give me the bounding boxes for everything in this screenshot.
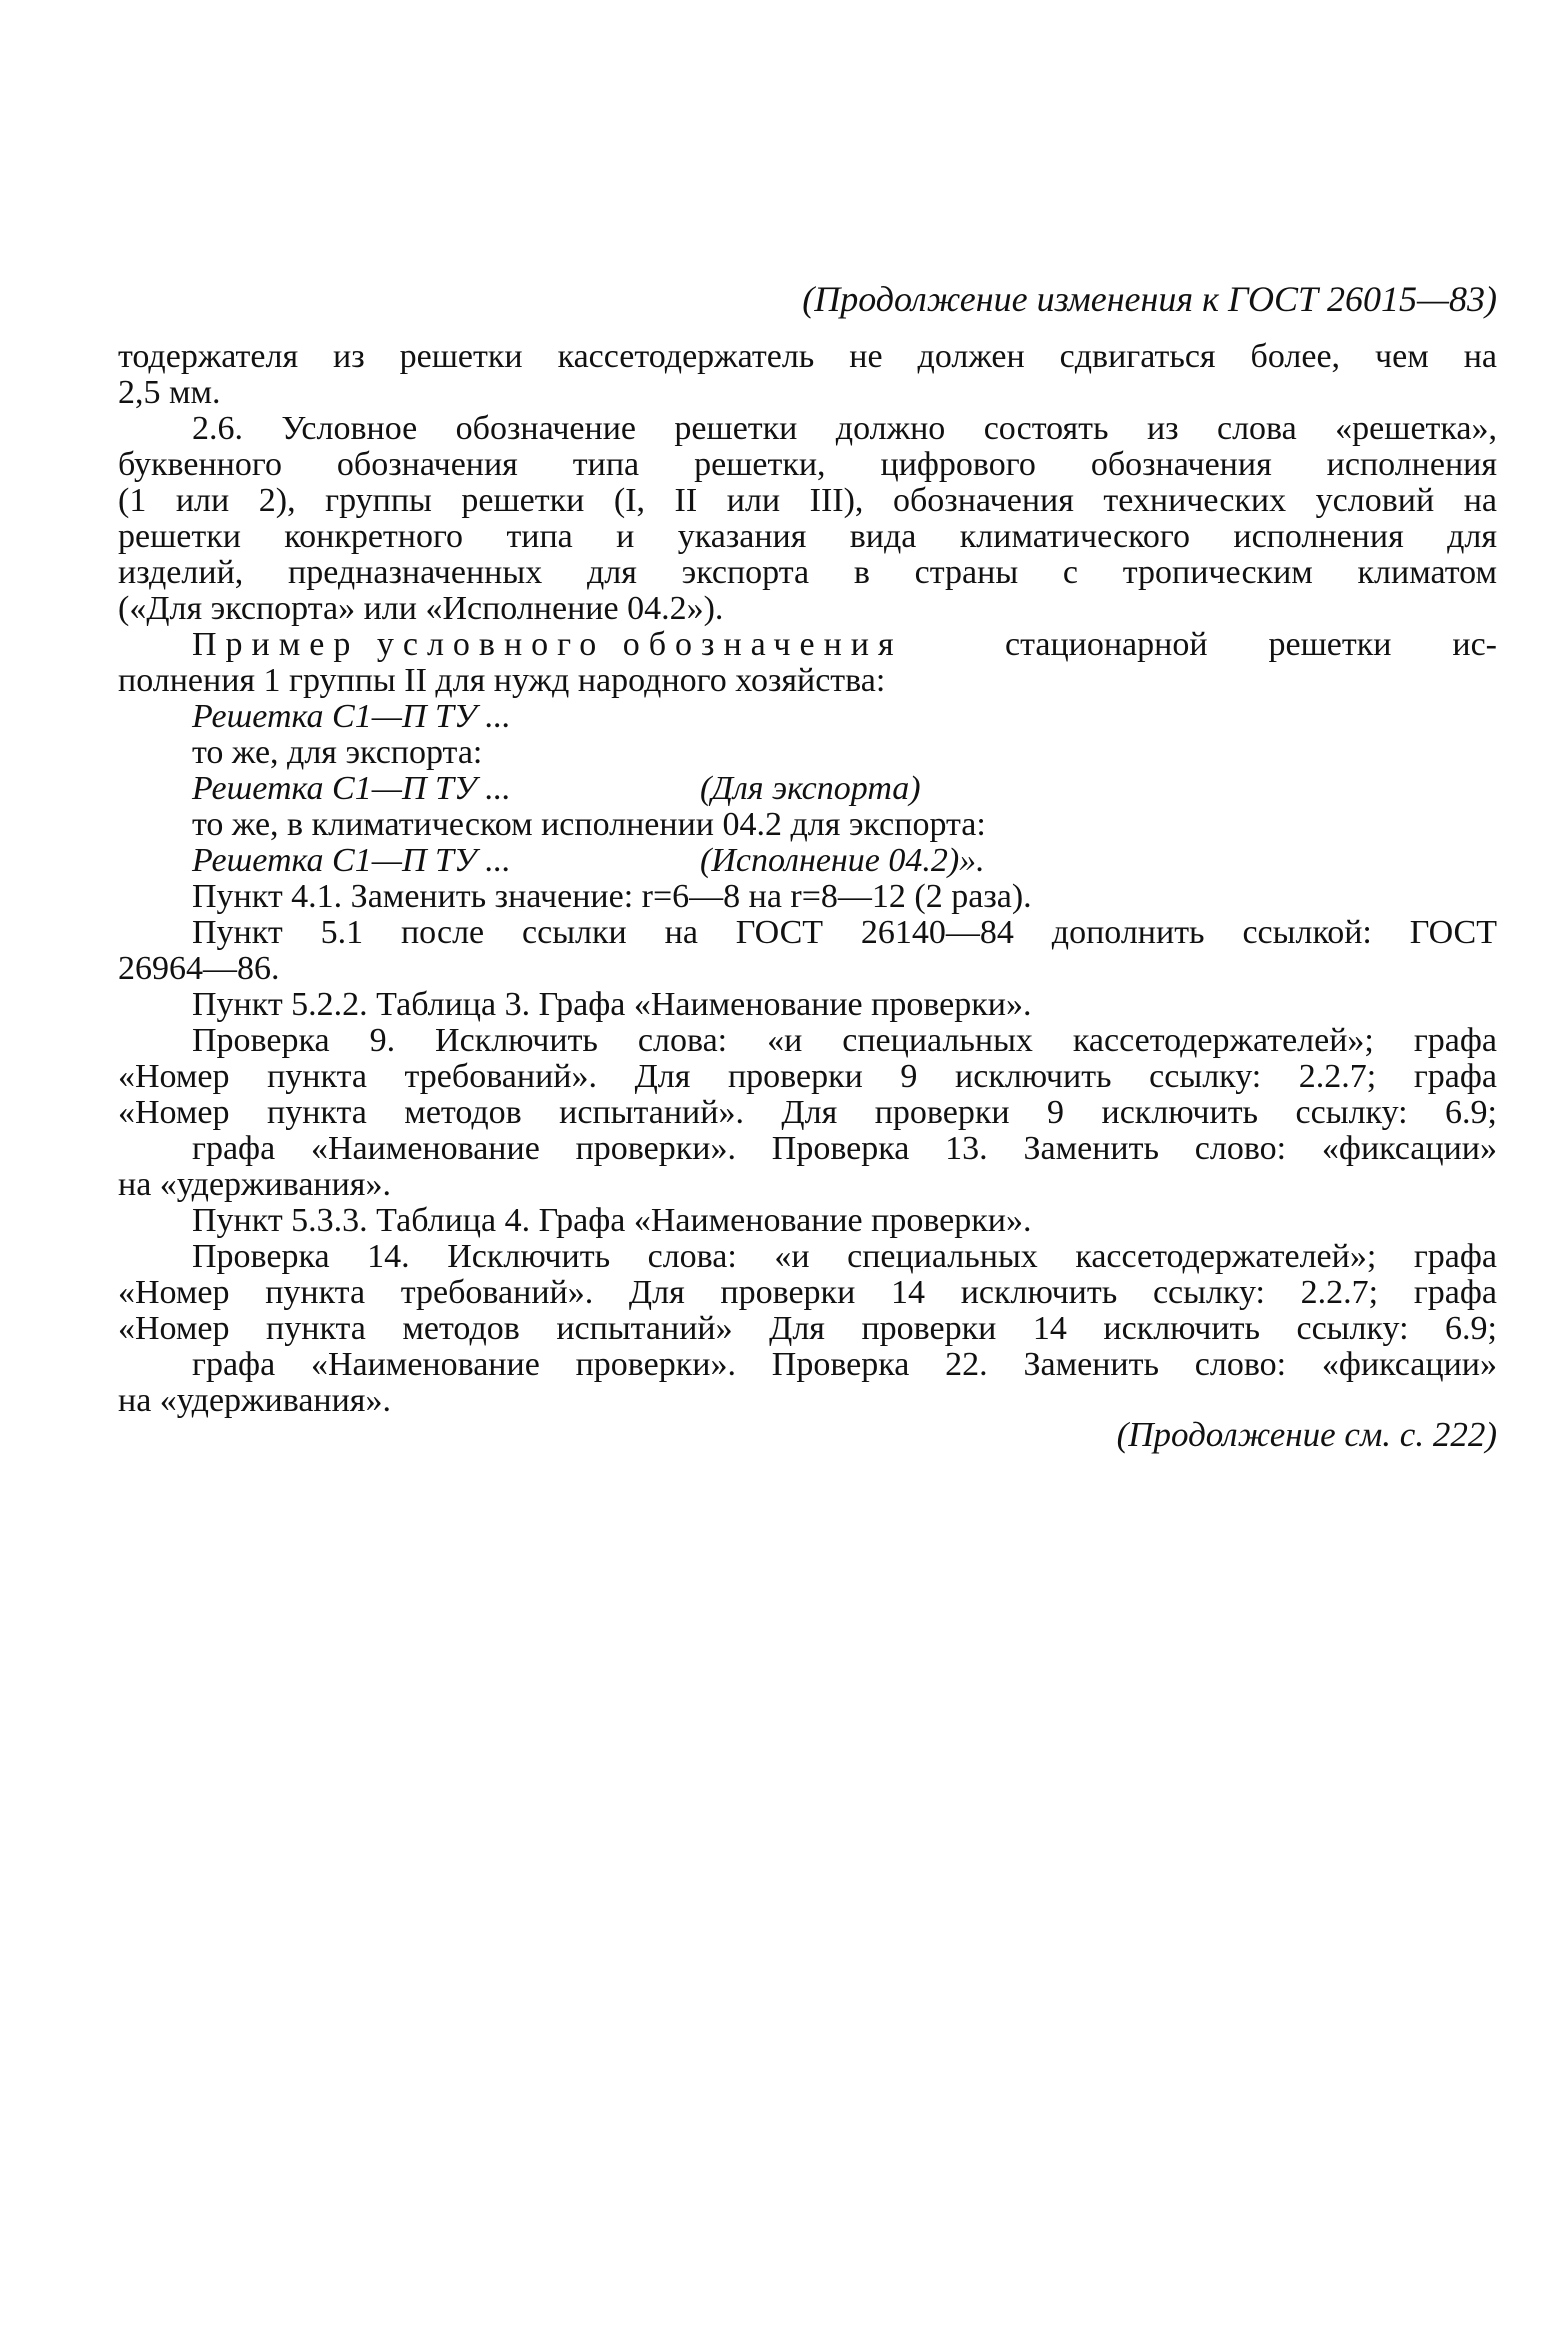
designation-example: Решетка С1—П ТУ ... bbox=[192, 842, 511, 879]
text-line: то же, в климатическом исполнении 04.2 для экспорта: bbox=[192, 806, 986, 843]
text-line: буквенного обозначения типа решетки, цифрового обозначения исполнения bbox=[118, 446, 1497, 483]
export-note: (Для экспорта) bbox=[700, 770, 921, 807]
text-line: на «удерживания». bbox=[118, 1166, 391, 1203]
text-line: 2,5 мм. bbox=[118, 374, 221, 411]
text-line: на «удерживания». bbox=[118, 1382, 391, 1419]
text-line: «Номер пункта требований». Для проверки 9 исключить ссылку: 2.2.7; графа bbox=[118, 1058, 1497, 1095]
text-line: «Номер пункта методов испытаний». Для проверки 9 исключить ссылку: 6.9; bbox=[118, 1094, 1497, 1131]
paragraph-2-6: 2.6. Условное обозначение решетки должно состоять из слова «решетка», bbox=[192, 410, 1497, 447]
clause-5-1: Пункт 5.1 после ссылки на ГОСТ 26140—84 дополнить ссылкой: ГОСТ bbox=[192, 914, 1497, 951]
text-line: стационарной решетки ис- bbox=[1005, 626, 1497, 663]
text-line: тодержателя из решетки кассетодержатель не должен сдвигаться более, чем на bbox=[118, 338, 1497, 375]
text-line: изделий, предназначенных для экспорта в страны с тропическим климатом bbox=[118, 554, 1497, 591]
clause-5-2-2: Пункт 5.2.2. Таблица 3. Графа «Наименование проверки». bbox=[192, 986, 1032, 1023]
designation-example: Решетка С1—П ТУ ... bbox=[192, 698, 511, 735]
text-line: (1 или 2), группы решетки (I, II или III), обозначения технических условий на bbox=[118, 482, 1497, 519]
check-9: Проверка 9. Исключить слова: «и специальных кассетодержателей»; графа bbox=[192, 1022, 1497, 1059]
text-line: то же, для экспорта: bbox=[192, 734, 483, 771]
text-line: 26964—86. bbox=[118, 950, 280, 987]
clause-5-3-3: Пункт 5.3.3. Таблица 4. Графа «Наименование проверки». bbox=[192, 1202, 1032, 1239]
clause-4-1: Пункт 4.1. Заменить значение: r=6—8 на r=8—12 (2 раза). bbox=[192, 878, 1032, 915]
text-line: решетки конкретного типа и указания вида климатического исполнения для bbox=[118, 518, 1497, 555]
text-line: «Номер пункта требований». Для проверки 14 исключить ссылку: 2.2.7; графа bbox=[118, 1274, 1497, 1311]
climate-note: (Исполнение 04.2)». bbox=[700, 842, 985, 879]
check-13: графа «Наименование проверки». Проверка 13. Заменить слово: «фиксации» bbox=[192, 1130, 1497, 1167]
check-22: графа «Наименование проверки». Проверка 22. Заменить слово: «фиксации» bbox=[192, 1346, 1497, 1383]
text-line: («Для экспорта» или «Исполнение 04.2»). bbox=[118, 590, 724, 627]
designation-example: Решетка С1—П ТУ ... bbox=[192, 770, 511, 807]
check-14: Проверка 14. Исключить слова: «и специальных кассетодержателей»; графа bbox=[192, 1238, 1497, 1275]
example-heading: Пример условного обозначения bbox=[192, 626, 903, 663]
continuation-footer: (Продолжение см. с. 222) bbox=[1116, 1415, 1497, 1454]
continuation-header: (Продолжение изменения к ГОСТ 26015—83) bbox=[802, 279, 1497, 319]
text-line: полнения 1 группы II для нужд народного хозяйства: bbox=[118, 662, 886, 699]
text-line: «Номер пункта методов испытаний» Для проверки 14 исключить ссылку: 6.9; bbox=[118, 1310, 1497, 1347]
